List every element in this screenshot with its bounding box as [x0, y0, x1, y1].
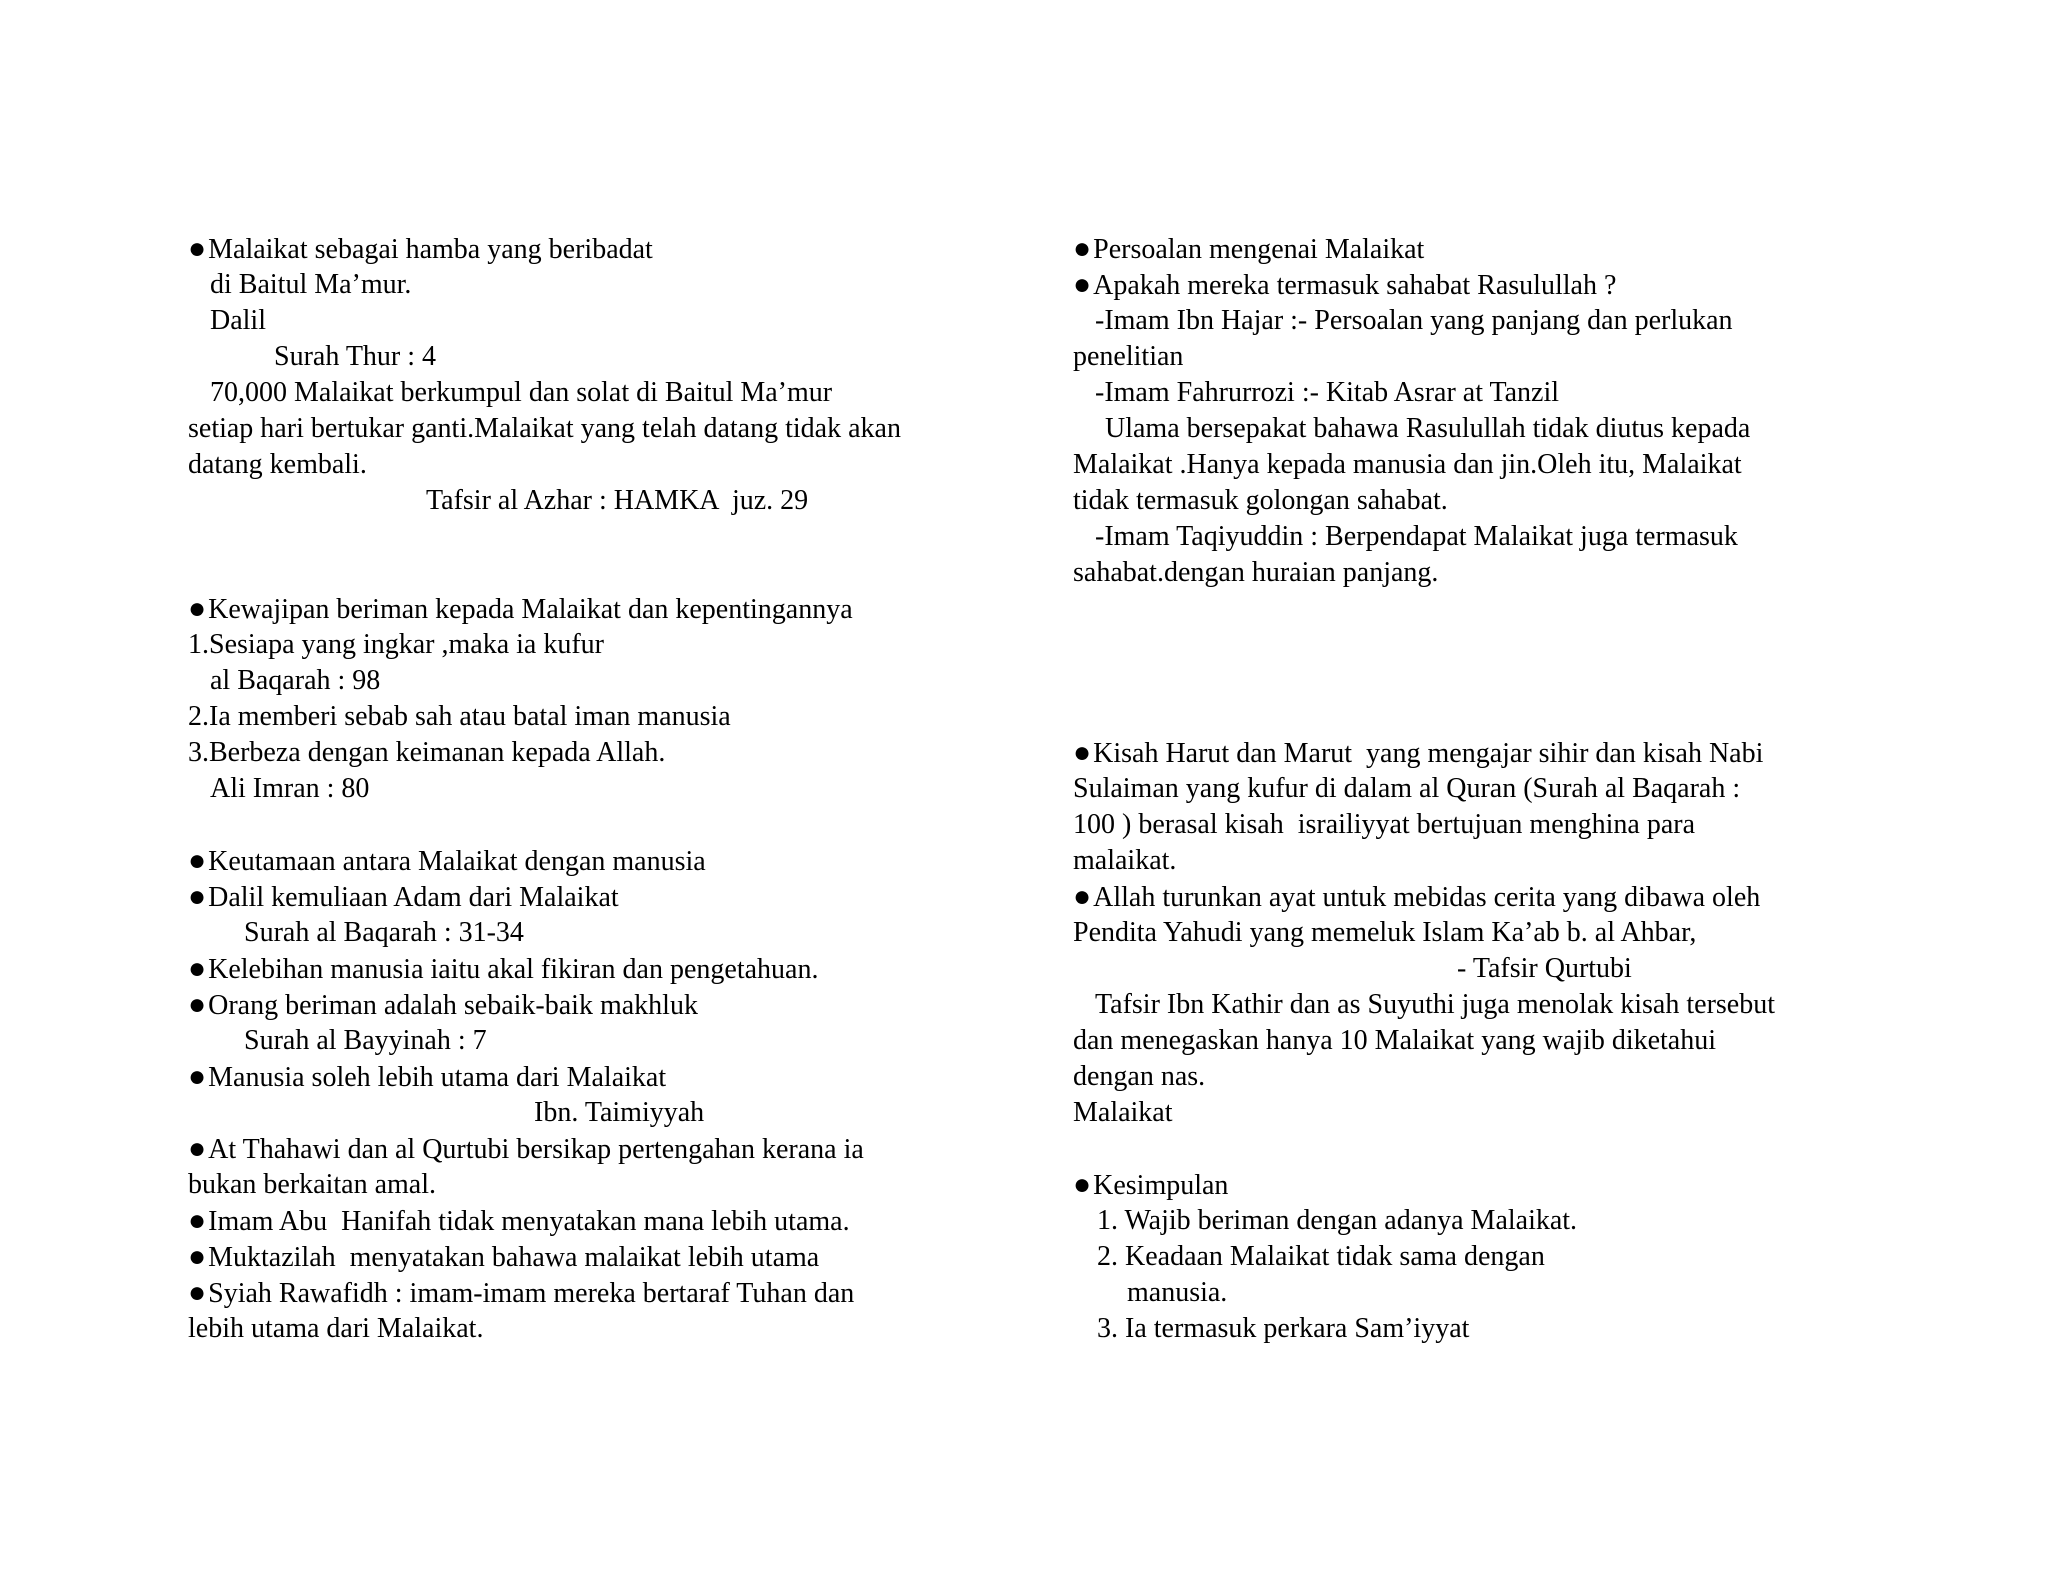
bullet-keutamaan: ● Keutamaan antara Malaikat dengan manusia — [188, 843, 1008, 879]
bullet-at-thahawi: ● At Thahawi dan al Qurtubi bersikap pertengahan kerana ia — [188, 1131, 1008, 1167]
numbered-line: 3.Berbeza dengan keimanan kepada Allah. — [188, 737, 666, 768]
text-line: lebih utama dari Malaikat. — [188, 1313, 484, 1344]
text-line: Dalil — [210, 305, 266, 336]
bullet-orang-beriman: ● Orang beriman adalah sebaik-baik makhluk — [188, 987, 1008, 1023]
text-line: datang kembali. — [188, 449, 367, 480]
reference-line: Tafsir al Azhar : HAMKA juz. 29 — [426, 485, 809, 516]
reference-line: - Tafsir Qurtubi — [1457, 953, 1632, 984]
text-line: tidak termasuk golongan sahabat. — [1073, 485, 1448, 516]
spacer — [1073, 699, 1903, 735]
bullet-manusia-soleh: ● Manusia soleh lebih utama dari Malaikat — [188, 1059, 1008, 1095]
bullet-kesimpulan: ● Kesimpulan — [1073, 1167, 1903, 1203]
bullet-syiah-rawafidh: ● Syiah Rawafidh : imam-imam mereka bertaraf Tuhan dan — [188, 1275, 1008, 1311]
left-column — [188, 231, 1008, 1347]
reference-line: Surah al Bayyinah : 7 — [244, 1025, 487, 1056]
bullet-harut-marut: ● Kisah Harut dan Marut yang mengajar sihir dan kisah Nabi — [1073, 735, 1903, 771]
text-line: sahabat.dengan huraian panjang. — [1073, 557, 1439, 588]
text-line: -Imam Ibn Hajar :- Persoalan yang panjang dan perlukan — [1095, 305, 1733, 336]
spacer — [188, 519, 1008, 555]
spacer — [1073, 591, 1903, 627]
spacer — [188, 555, 1008, 591]
bullet-muktazilah: ● Muktazilah menyatakan bahawa malaikat lebih utama — [188, 1239, 1008, 1275]
spacer — [1073, 1131, 1903, 1167]
conclusion-item-2-cont: manusia. — [1127, 1277, 1228, 1308]
text-line: penelitian — [1073, 341, 1184, 372]
bullet-kewajipan: ● Kewajipan beriman kepada Malaikat dan kepentingannya — [188, 591, 1008, 627]
text-line: 70,000 Malaikat berkumpul dan solat di Baitul Ma’mur — [210, 377, 833, 408]
text-line: bukan berkaitan amal. — [188, 1169, 437, 1200]
bullet-allah-turunkan: ● Allah turunkan ayat untuk mebidas cerita yang dibawa oleh — [1073, 879, 1903, 915]
spacer — [188, 807, 1008, 843]
text-line: malaikat. — [1073, 845, 1177, 876]
text-line: Tafsir Ibn Kathir dan as Suyuthi juga menolak kisah tersebut — [1095, 989, 1775, 1020]
bullet-dalil-adam: ● Dalil kemuliaan Adam dari Malaikat — [188, 879, 1008, 915]
spacer — [1073, 627, 1903, 663]
reference-line: Surah al Baqarah : 31-34 — [244, 917, 524, 948]
conclusion-item-2: 2. Keadaan Malaikat tidak sama dengan — [1097, 1241, 1545, 1272]
text-line: 100 ) berasal kisah israiliyyat bertujuan menghina para — [1073, 809, 1696, 840]
text-line: -Imam Taqiyuddin : Berpendapat Malaikat juga termasuk — [1095, 521, 1738, 552]
text-line: Malaikat .Hanya kepada manusia dan jin.Oleh itu, Malaikat — [1073, 449, 1742, 480]
text-line: dengan nas. — [1073, 1061, 1206, 1092]
numbered-line: 1.Sesiapa yang ingkar ,maka ia kufur — [188, 629, 604, 660]
text-line: Pendita Yahudi yang memeluk Islam Ka’ab b. al Ahbar, — [1073, 917, 1697, 948]
bullet-kelebihan: ● Kelebihan manusia iaitu akal fikiran dan pengetahuan. — [188, 951, 1008, 987]
bullet-baitul-mamur: ● Malaikat sebagai hamba yang beribadat — [188, 231, 1008, 267]
conclusion-item-1: 1. Wajib beriman dengan adanya Malaikat. — [1097, 1205, 1578, 1236]
text-line: dan menegaskan hanya 10 Malaikat yang wajib diketahui — [1073, 1025, 1717, 1056]
reference-line: Surah Thur : 4 — [274, 341, 437, 372]
numbered-line: 2.Ia memberi sebab sah atau batal iman manusia — [188, 701, 731, 732]
bullet-abu-hanifah: ● Imam Abu Hanifah tidak menyatakan mana lebih utama. — [188, 1203, 1008, 1239]
reference-line: Ibn. Taimiyyah — [534, 1097, 705, 1128]
text-line: di Baitul Ma’mur. — [210, 269, 412, 300]
text-line: Malaikat — [1073, 1097, 1173, 1128]
text-line: Ulama bersepakat bahawa Rasulullah tidak diutus kepada — [1105, 413, 1751, 444]
bullet-sahabat: ● Apakah mereka termasuk sahabat Rasulullah ? — [1073, 267, 1903, 303]
text-line: -Imam Fahrurrozi :- Kitab Asrar at Tanzil — [1095, 377, 1560, 408]
reference-line: Ali Imran : 80 — [210, 773, 370, 804]
right-column — [1073, 231, 1903, 1347]
bullet-persoalan: ● Persoalan mengenai Malaikat — [1073, 231, 1903, 267]
text-line: setiap hari bertukar ganti.Malaikat yang telah datang tidak akan — [188, 413, 901, 444]
reference-line: al Baqarah : 98 — [210, 665, 381, 696]
conclusion-item-3: 3. Ia termasuk perkara Sam’iyyat — [1097, 1313, 1470, 1344]
spacer — [1073, 663, 1903, 699]
text-line: Sulaiman yang kufur di dalam al Quran (Surah al Baqarah : — [1073, 773, 1741, 804]
